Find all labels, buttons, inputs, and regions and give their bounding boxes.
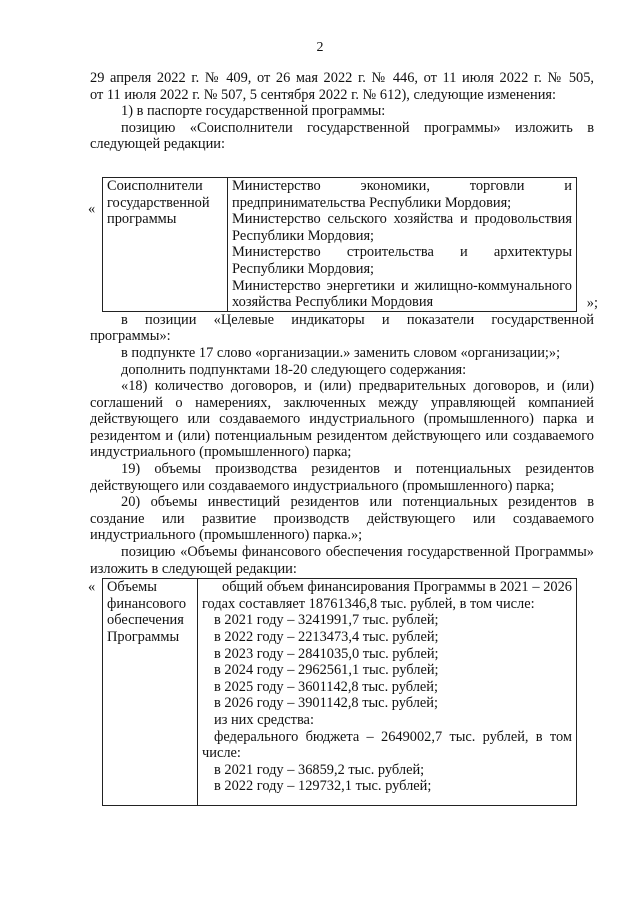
funding-total: общий объем финансирования Программы в 2021 – 2026 годах составляет 18761346,8 тыс. рублей, в том числе: (202, 579, 572, 612)
position-1-line-2: следующей редакции: (90, 136, 225, 153)
funding-block (90, 578, 594, 806)
funding-sources-label: из них средства: (214, 711, 314, 728)
funding-label: Объемы финансового обеспечения Программы (107, 579, 187, 645)
intro-line-2: от 11 июля 2022 г. № 507, 5 сентября 2022 г. № 612), следующие изменения: (90, 86, 557, 103)
funding-year-2021: в 2021 году – 3241991,7 тыс. рублей; (214, 612, 439, 629)
co-executors-table (102, 177, 577, 312)
item-1: 1) в паспорте государственной программы: (121, 103, 386, 120)
funding-year-2022: в 2022 году – 2213473,4 тыс. рублей; (214, 629, 439, 645)
federal-budget-total: федерального бюджета – 2649002,7 тыс. рублей, в том числе: (202, 728, 572, 762)
ministry-economy: Министерство экономики, торговли и предпринимательства Республики Мордовия; (232, 177, 572, 211)
targets-position: в позиции «Целевые индикаторы и показатели государственной программы»: (90, 311, 594, 345)
intro-line-1: 29 апреля 2022 г. № 409, от 26 мая 2022 г. № 446, от 11 июля 2022 г. № 505, (90, 70, 594, 86)
co-executors-list-cell (228, 177, 577, 311)
ministry-energy: Министерство энергетики и жилищно-коммунального хозяйства Республики Мордовия (232, 277, 572, 311)
open-quote: « (88, 200, 96, 217)
funding-year-2026: в 2026 году – 3901142,8 тыс. рублей; (214, 695, 439, 712)
close-quote: »; (586, 295, 598, 312)
funding-year-2025: в 2025 году – 3601142,8 тыс. рублей; (214, 678, 439, 695)
subitem-19: 19) объемы производства резидентов и потенциальных резидентов действующего или создаваемого индустриального (промышленного) парка; (90, 461, 594, 494)
funding-label-cell (103, 579, 198, 806)
open-quote-2: « (88, 579, 96, 596)
federal-year-2021: в 2021 году – 36859,2 тыс. рублей; (214, 761, 425, 778)
co-executors-block (88, 177, 598, 312)
funding-position: позицию «Объемы финансового обеспечения государственной Программы» изложить в следующей редакции: (90, 544, 594, 577)
ministry-construction: Министерство строительства и архитектуры Республики Мордовия; (232, 244, 572, 277)
co-executors-label: Соисполнители государственной программы (107, 177, 210, 228)
document-body (88, 70, 598, 806)
page-number: 2 (316, 40, 324, 55)
add-subitems: дополнить подпунктами 18-20 следующего содержания: (121, 361, 467, 378)
co-executors-label-cell (103, 177, 228, 311)
subitem-20: 20) объемы инвестиций резидентов или потенциальных резидентов в создание или развитие производств действующего или создаваемого индустриального (промышленного) парка.»; (90, 494, 594, 544)
funding-details-cell (198, 579, 577, 806)
funding-year-2024: в 2024 году – 2962561,1 тыс. рублей; (214, 662, 439, 679)
funding-table (102, 578, 577, 806)
funding-year-2023: в 2023 году – 2841035,0 тыс. рублей; (214, 645, 439, 662)
federal-year-2022: в 2022 году – 129732,1 тыс. рублей; (214, 778, 432, 795)
subitem-18: «18) количество договоров, и (или) предварительных договоров, и (или) соглашений о намерениях, заключенных между управляющей компанией действующего или создаваемого индустриального (промышленного) парка и резидентом и (или) потенциальным резидентом действующего или создаваемого индустриального (промышленного) парка; (90, 378, 594, 461)
ministry-agriculture: Министерство сельского хозяйства и продовольствия Республики Мордовия; (232, 211, 572, 244)
subitem-17-change: в подпункте 17 слово «организации.» заменить словом «организации;»; (121, 344, 561, 361)
position-1-line-1: позицию «Соисполнители государственной программы» изложить в (121, 119, 594, 136)
